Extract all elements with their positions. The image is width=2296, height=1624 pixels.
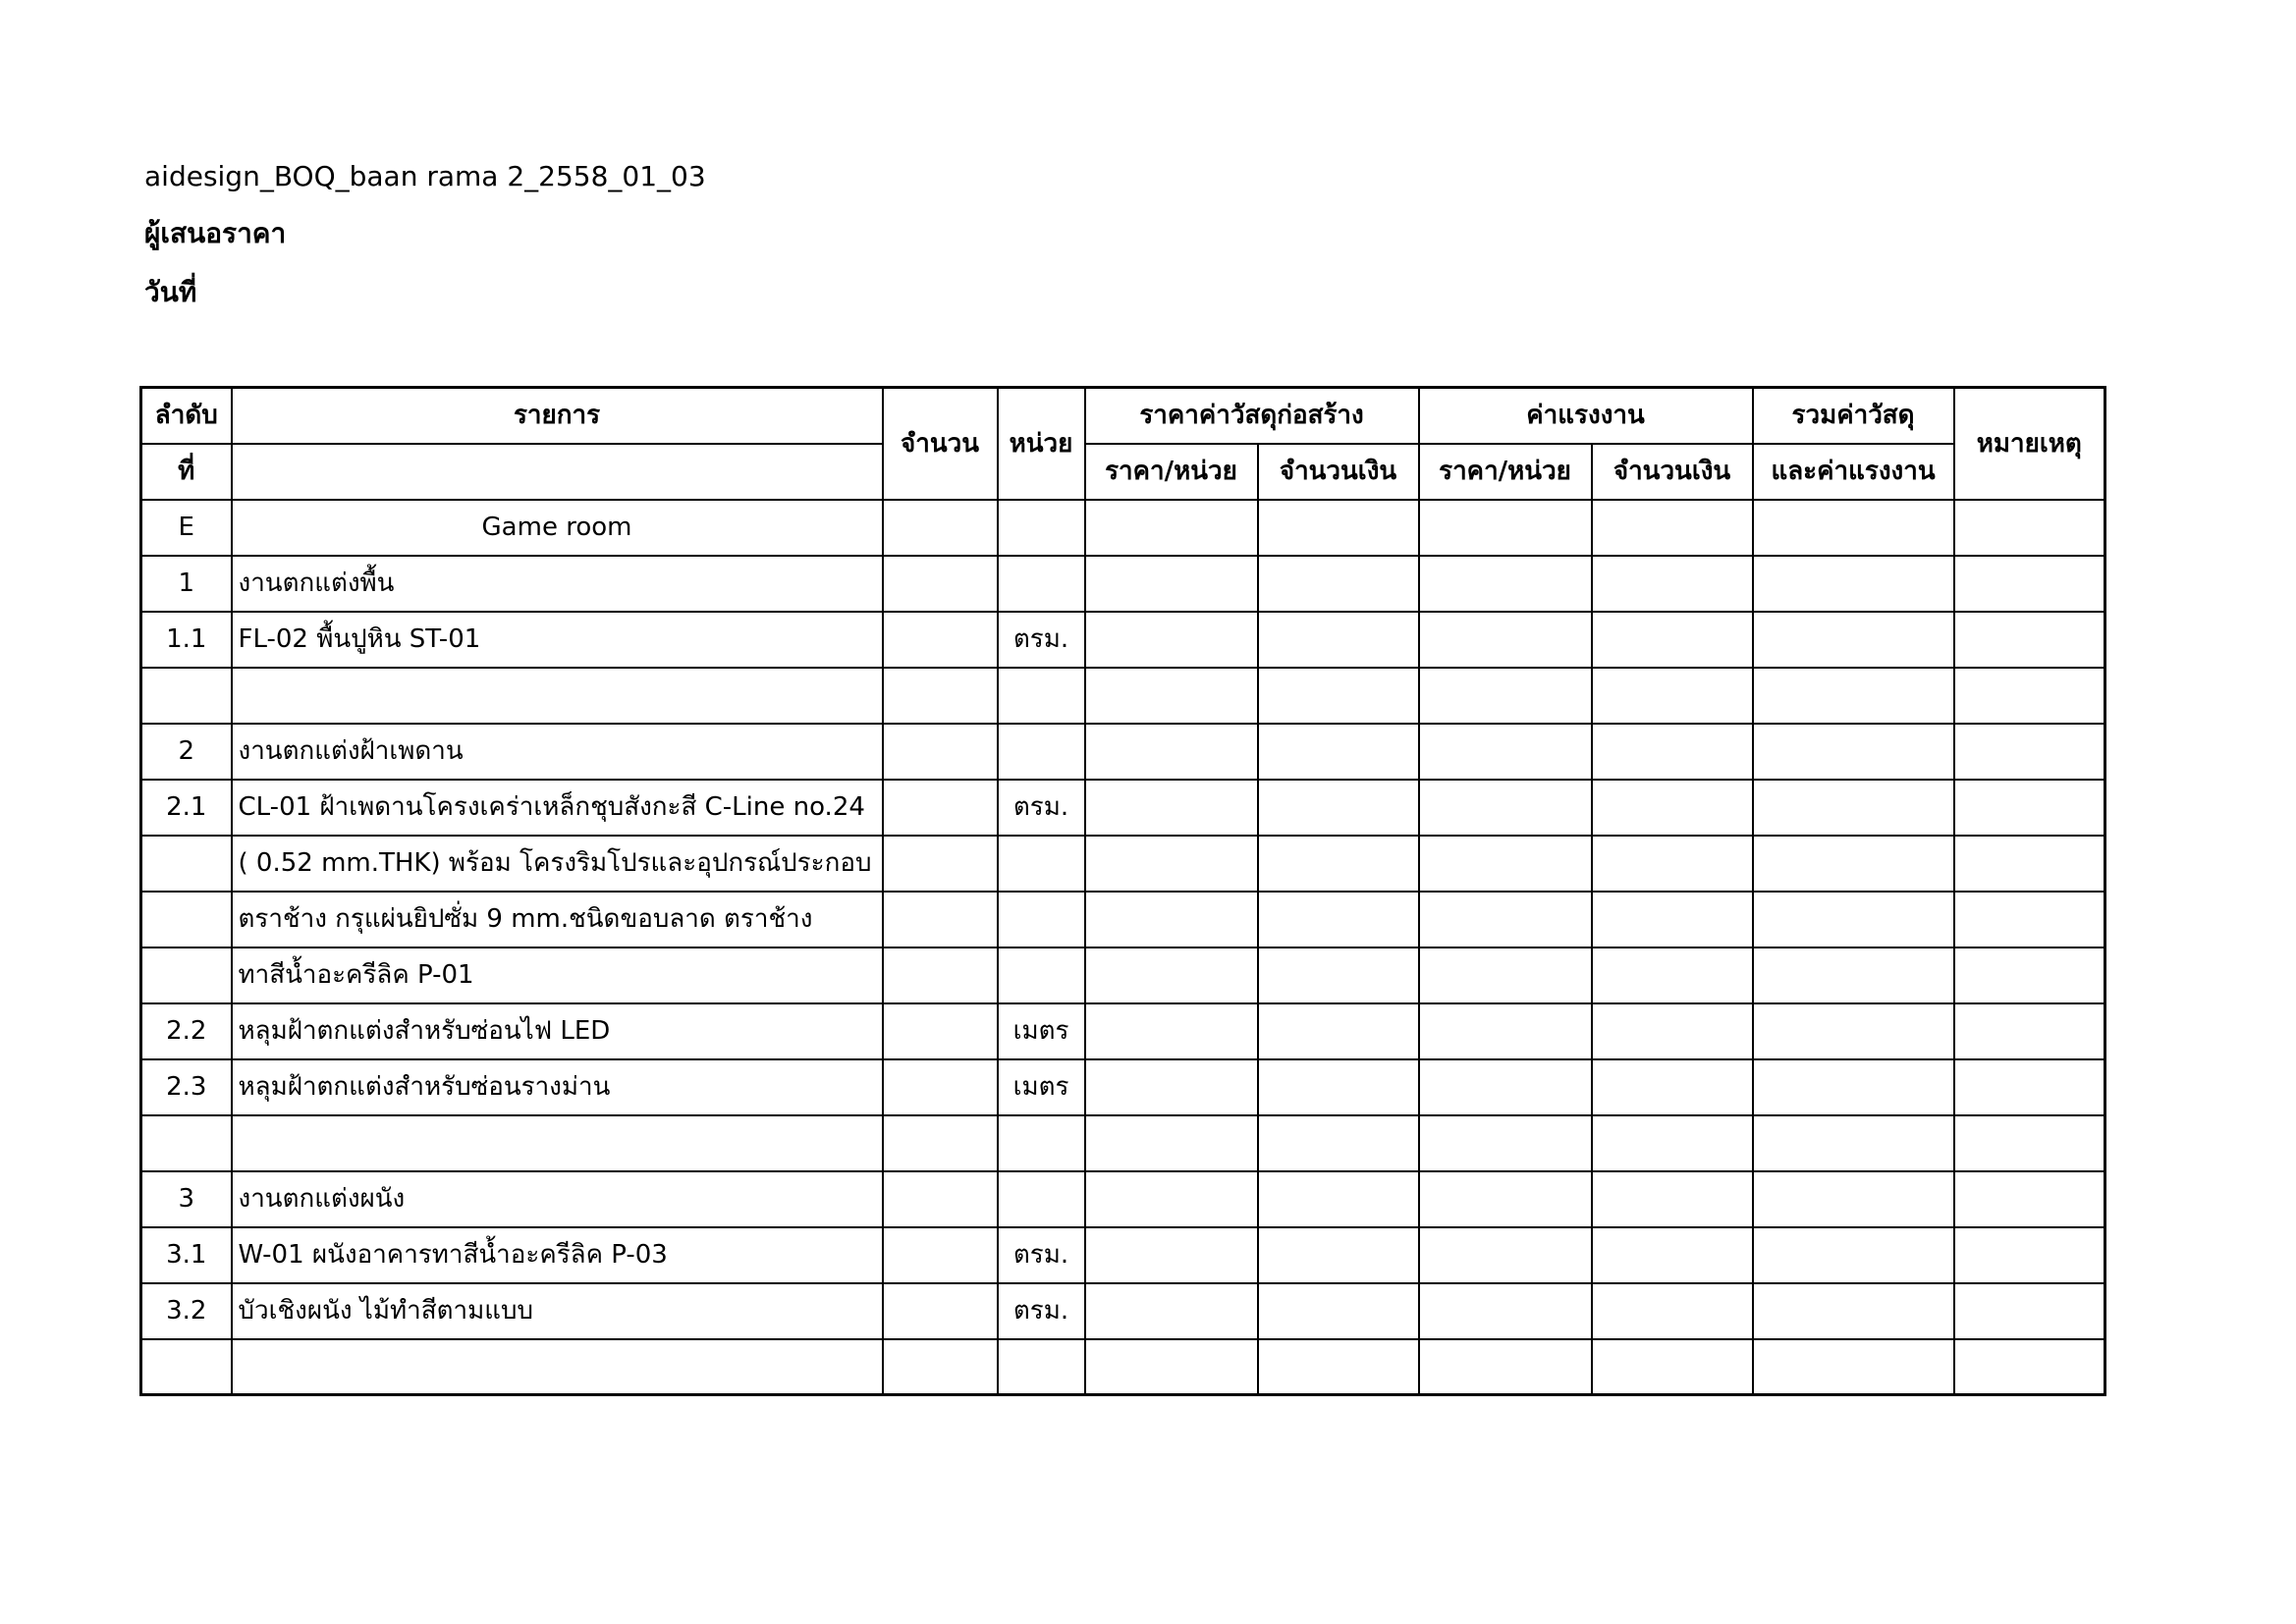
row-quantity-cell bbox=[883, 892, 998, 947]
header-total: รวมค่าวัสดุ bbox=[1753, 388, 1954, 444]
row-unit-cell: ตรม. bbox=[998, 1283, 1085, 1339]
header-labor-amount: จำนวนเงิน bbox=[1592, 444, 1753, 500]
row-material-unit-price-cell bbox=[1085, 947, 1258, 1003]
row-remarks-cell bbox=[1954, 1115, 2105, 1171]
header-labor-unit-price: ราคา/หน่วย bbox=[1419, 444, 1592, 500]
row-item-cell: ตราช้าง กรุแผ่นยิปซั่ม 9 mm.ชนิดขอบลาด ตราช้าง bbox=[232, 892, 883, 947]
date-label: วันที่ bbox=[144, 276, 197, 308]
row-total-cell bbox=[1753, 556, 1954, 612]
row-total-cell bbox=[1753, 1003, 1954, 1059]
header-seq: ลำดับ bbox=[141, 388, 232, 444]
row-remarks-cell bbox=[1954, 1339, 2105, 1395]
header-total-bottom: และค่าแรงงาน bbox=[1753, 444, 1954, 500]
row-total-cell bbox=[1753, 1059, 1954, 1115]
row-number-cell bbox=[141, 947, 232, 1003]
row-labor-amount-cell bbox=[1592, 612, 1753, 668]
row-quantity-cell bbox=[883, 556, 998, 612]
row-quantity-cell bbox=[883, 668, 998, 724]
row-quantity-cell bbox=[883, 780, 998, 836]
row-item-cell: ทาสีน้ำอะครีลิค P-01 bbox=[232, 947, 883, 1003]
row-total-cell bbox=[1753, 724, 1954, 780]
row-remarks-cell bbox=[1954, 780, 2105, 836]
row-material-unit-price-cell bbox=[1085, 668, 1258, 724]
table-row bbox=[141, 668, 2105, 724]
row-item-cell: ( 0.52 mm.THK) พร้อม โครงริมโปรและอุปกรณ์ประกอบ bbox=[232, 836, 883, 892]
row-remarks-cell bbox=[1954, 1059, 2105, 1115]
row-material-amount-cell bbox=[1258, 668, 1419, 724]
row-quantity-cell bbox=[883, 1003, 998, 1059]
row-labor-amount-cell bbox=[1592, 1059, 1753, 1115]
row-material-amount-cell bbox=[1258, 892, 1419, 947]
row-quantity-cell bbox=[883, 1059, 998, 1115]
header-item-blank bbox=[232, 444, 883, 500]
row-quantity-cell bbox=[883, 1171, 998, 1227]
row-labor-unit-price-cell bbox=[1419, 1115, 1592, 1171]
row-labor-unit-price-cell bbox=[1419, 724, 1592, 780]
row-item-cell: งานตกแต่งผนัง bbox=[232, 1171, 883, 1227]
row-total-cell bbox=[1753, 780, 1954, 836]
row-remarks-cell bbox=[1954, 724, 2105, 780]
header-row-1 bbox=[141, 388, 2105, 444]
row-material-amount-cell bbox=[1258, 724, 1419, 780]
row-labor-unit-price-cell bbox=[1419, 1339, 1592, 1395]
row-remarks-cell bbox=[1954, 1003, 2105, 1059]
row-remarks-cell bbox=[1954, 1283, 2105, 1339]
row-remarks-cell bbox=[1954, 612, 2105, 668]
row-quantity-cell bbox=[883, 1115, 998, 1171]
row-labor-unit-price-cell bbox=[1419, 1059, 1592, 1115]
row-item-cell bbox=[232, 1115, 883, 1171]
header-unit: หน่วย bbox=[998, 388, 1085, 500]
row-material-amount-cell bbox=[1258, 556, 1419, 612]
row-quantity-cell bbox=[883, 1283, 998, 1339]
row-item-cell: W-01 ผนังอาคารทาสีน้ำอะครีลิค P-03 bbox=[232, 1227, 883, 1283]
row-material-unit-price-cell bbox=[1085, 780, 1258, 836]
row-total-cell bbox=[1753, 612, 1954, 668]
row-material-amount-cell bbox=[1258, 1339, 1419, 1395]
row-unit-cell: ตรม. bbox=[998, 780, 1085, 836]
row-remarks-cell bbox=[1954, 1171, 2105, 1227]
bidder-label: ผู้เสนอราคา bbox=[144, 217, 287, 249]
row-number-cell bbox=[141, 892, 232, 947]
table-row bbox=[141, 892, 2105, 947]
row-unit-cell bbox=[998, 556, 1085, 612]
row-material-amount-cell bbox=[1258, 947, 1419, 1003]
header-material-amount: จำนวนเงิน bbox=[1258, 444, 1419, 500]
row-number-cell bbox=[141, 1115, 232, 1171]
row-remarks-cell bbox=[1954, 947, 2105, 1003]
row-unit-cell: ตรม. bbox=[998, 1227, 1085, 1283]
table-row bbox=[141, 1003, 2105, 1059]
header-remarks: หมายเหตุ bbox=[1954, 388, 2105, 500]
row-remarks-cell bbox=[1954, 668, 2105, 724]
table-row bbox=[141, 724, 2105, 780]
row-quantity-cell bbox=[883, 500, 998, 556]
row-material-unit-price-cell bbox=[1085, 1003, 1258, 1059]
table-row bbox=[141, 500, 2105, 556]
row-labor-amount-cell bbox=[1592, 1283, 1753, 1339]
row-labor-amount-cell bbox=[1592, 556, 1753, 612]
header-quantity: จำนวน bbox=[883, 388, 998, 500]
row-labor-amount-cell bbox=[1592, 1115, 1753, 1171]
row-unit-cell bbox=[998, 947, 1085, 1003]
row-item-cell: หลุมฝ้าตกแต่งสำหรับซ่อนรางม่าน bbox=[232, 1059, 883, 1115]
row-number-cell bbox=[141, 668, 232, 724]
row-number-cell: 3 bbox=[141, 1171, 232, 1227]
row-labor-amount-cell bbox=[1592, 1171, 1753, 1227]
row-material-amount-cell bbox=[1258, 1003, 1419, 1059]
row-labor-unit-price-cell bbox=[1419, 780, 1592, 836]
row-labor-amount-cell bbox=[1592, 836, 1753, 892]
header-seq-bottom: ที่ bbox=[141, 444, 232, 500]
row-remarks-cell bbox=[1954, 500, 2105, 556]
row-number-cell bbox=[141, 836, 232, 892]
row-number-cell: 3.1 bbox=[141, 1227, 232, 1283]
row-material-unit-price-cell bbox=[1085, 1059, 1258, 1115]
row-item-cell: งานตกแต่งฝ้าเพดาน bbox=[232, 724, 883, 780]
row-material-amount-cell bbox=[1258, 836, 1419, 892]
row-total-cell bbox=[1753, 1171, 1954, 1227]
row-unit-cell bbox=[998, 668, 1085, 724]
header-material-unit-price: ราคา/หน่วย bbox=[1085, 444, 1258, 500]
row-item-cell: CL-01 ฝ้าเพดานโครงเคร่าเหล็กชุบสังกะสี C-Line no.24 bbox=[232, 780, 883, 836]
row-labor-amount-cell bbox=[1592, 500, 1753, 556]
row-material-unit-price-cell bbox=[1085, 724, 1258, 780]
row-labor-unit-price-cell bbox=[1419, 556, 1592, 612]
table-row bbox=[141, 1227, 2105, 1283]
row-remarks-cell bbox=[1954, 892, 2105, 947]
row-item-cell bbox=[232, 1339, 883, 1395]
row-number-cell: 2 bbox=[141, 724, 232, 780]
row-labor-amount-cell bbox=[1592, 1339, 1753, 1395]
row-item-cell: งานตกแต่งพื้น bbox=[232, 556, 883, 612]
row-quantity-cell bbox=[883, 836, 998, 892]
row-number-cell: 2.1 bbox=[141, 780, 232, 836]
table-row bbox=[141, 780, 2105, 836]
header-row-2 bbox=[141, 444, 2105, 500]
document-title: aidesign_BOQ_baan rama 2_2558_01_03 bbox=[144, 160, 706, 192]
table-row bbox=[141, 1283, 2105, 1339]
row-material-unit-price-cell bbox=[1085, 612, 1258, 668]
row-labor-amount-cell bbox=[1592, 892, 1753, 947]
row-material-amount-cell bbox=[1258, 1059, 1419, 1115]
row-material-unit-price-cell bbox=[1085, 1339, 1258, 1395]
row-labor-unit-price-cell bbox=[1419, 836, 1592, 892]
table-row bbox=[141, 1059, 2105, 1115]
row-item-cell: FL-02 พื้นปูหิน ST-01 bbox=[232, 612, 883, 668]
row-quantity-cell bbox=[883, 947, 998, 1003]
row-item-cell bbox=[232, 668, 883, 724]
row-material-amount-cell bbox=[1258, 612, 1419, 668]
row-item-cell: บัวเชิงผนัง ไม้ทำสีตามแบบ bbox=[232, 1283, 883, 1339]
row-material-unit-price-cell bbox=[1085, 1115, 1258, 1171]
row-unit-cell bbox=[998, 1115, 1085, 1171]
row-total-cell bbox=[1753, 892, 1954, 947]
row-material-unit-price-cell bbox=[1085, 556, 1258, 612]
row-labor-unit-price-cell bbox=[1419, 892, 1592, 947]
row-number-cell: 2.3 bbox=[141, 1059, 232, 1115]
table-row bbox=[141, 1339, 2105, 1395]
row-unit-cell bbox=[998, 836, 1085, 892]
row-labor-unit-price-cell bbox=[1419, 612, 1592, 668]
boq-table-body bbox=[141, 500, 2105, 1395]
row-quantity-cell bbox=[883, 1339, 998, 1395]
row-labor-amount-cell bbox=[1592, 1227, 1753, 1283]
row-number-cell: 2.2 bbox=[141, 1003, 232, 1059]
table-row bbox=[141, 836, 2105, 892]
row-unit-cell bbox=[998, 1171, 1085, 1227]
row-unit-cell bbox=[998, 500, 1085, 556]
row-labor-unit-price-cell bbox=[1419, 947, 1592, 1003]
row-remarks-cell bbox=[1954, 556, 2105, 612]
row-labor-unit-price-cell bbox=[1419, 1003, 1592, 1059]
table-row bbox=[141, 947, 2105, 1003]
row-material-amount-cell bbox=[1258, 1115, 1419, 1171]
row-total-cell bbox=[1753, 668, 1954, 724]
table-row bbox=[141, 612, 2105, 668]
row-material-unit-price-cell bbox=[1085, 836, 1258, 892]
row-labor-amount-cell bbox=[1592, 947, 1753, 1003]
row-material-unit-price-cell bbox=[1085, 1283, 1258, 1339]
table-row bbox=[141, 1115, 2105, 1171]
row-material-amount-cell bbox=[1258, 1283, 1419, 1339]
row-unit-cell: ตรม. bbox=[998, 612, 1085, 668]
row-total-cell bbox=[1753, 1339, 1954, 1395]
row-labor-unit-price-cell bbox=[1419, 1171, 1592, 1227]
row-material-amount-cell bbox=[1258, 500, 1419, 556]
row-number-cell bbox=[141, 1339, 232, 1395]
row-material-unit-price-cell bbox=[1085, 892, 1258, 947]
row-quantity-cell bbox=[883, 724, 998, 780]
row-total-cell bbox=[1753, 1283, 1954, 1339]
row-material-unit-price-cell bbox=[1085, 1171, 1258, 1227]
table-row bbox=[141, 556, 2105, 612]
header-material-cost: ราคาค่าวัสดุก่อสร้าง bbox=[1085, 388, 1419, 444]
row-number-cell: 1 bbox=[141, 556, 232, 612]
row-item-cell: หลุมฝ้าตกแต่งสำหรับซ่อนไฟ LED bbox=[232, 1003, 883, 1059]
row-total-cell bbox=[1753, 1227, 1954, 1283]
header-item: รายการ bbox=[232, 388, 883, 444]
row-labor-amount-cell bbox=[1592, 1003, 1753, 1059]
row-material-unit-price-cell bbox=[1085, 500, 1258, 556]
row-number-cell: E bbox=[141, 500, 232, 556]
row-labor-unit-price-cell bbox=[1419, 1227, 1592, 1283]
row-material-unit-price-cell bbox=[1085, 1227, 1258, 1283]
row-item-cell: Game room bbox=[232, 500, 883, 556]
row-unit-cell bbox=[998, 1339, 1085, 1395]
header-labor-cost: ค่าแรงงาน bbox=[1419, 388, 1753, 444]
row-unit-cell bbox=[998, 724, 1085, 780]
row-total-cell bbox=[1753, 500, 1954, 556]
row-unit-cell: เมตร bbox=[998, 1059, 1085, 1115]
row-remarks-cell bbox=[1954, 1227, 2105, 1283]
row-quantity-cell bbox=[883, 612, 998, 668]
row-material-amount-cell bbox=[1258, 1171, 1419, 1227]
row-remarks-cell bbox=[1954, 836, 2105, 892]
row-total-cell bbox=[1753, 836, 1954, 892]
row-labor-unit-price-cell bbox=[1419, 1283, 1592, 1339]
row-total-cell bbox=[1753, 1115, 1954, 1171]
row-unit-cell: เมตร bbox=[998, 1003, 1085, 1059]
row-quantity-cell bbox=[883, 1227, 998, 1283]
boq-table bbox=[139, 386, 2106, 1396]
row-material-amount-cell bbox=[1258, 1227, 1419, 1283]
row-labor-amount-cell bbox=[1592, 724, 1753, 780]
row-labor-amount-cell bbox=[1592, 668, 1753, 724]
table-row bbox=[141, 1171, 2105, 1227]
row-material-amount-cell bbox=[1258, 780, 1419, 836]
row-unit-cell bbox=[998, 892, 1085, 947]
row-total-cell bbox=[1753, 947, 1954, 1003]
row-labor-unit-price-cell bbox=[1419, 668, 1592, 724]
row-labor-amount-cell bbox=[1592, 780, 1753, 836]
row-labor-unit-price-cell bbox=[1419, 500, 1592, 556]
row-number-cell: 1.1 bbox=[141, 612, 232, 668]
row-number-cell: 3.2 bbox=[141, 1283, 232, 1339]
